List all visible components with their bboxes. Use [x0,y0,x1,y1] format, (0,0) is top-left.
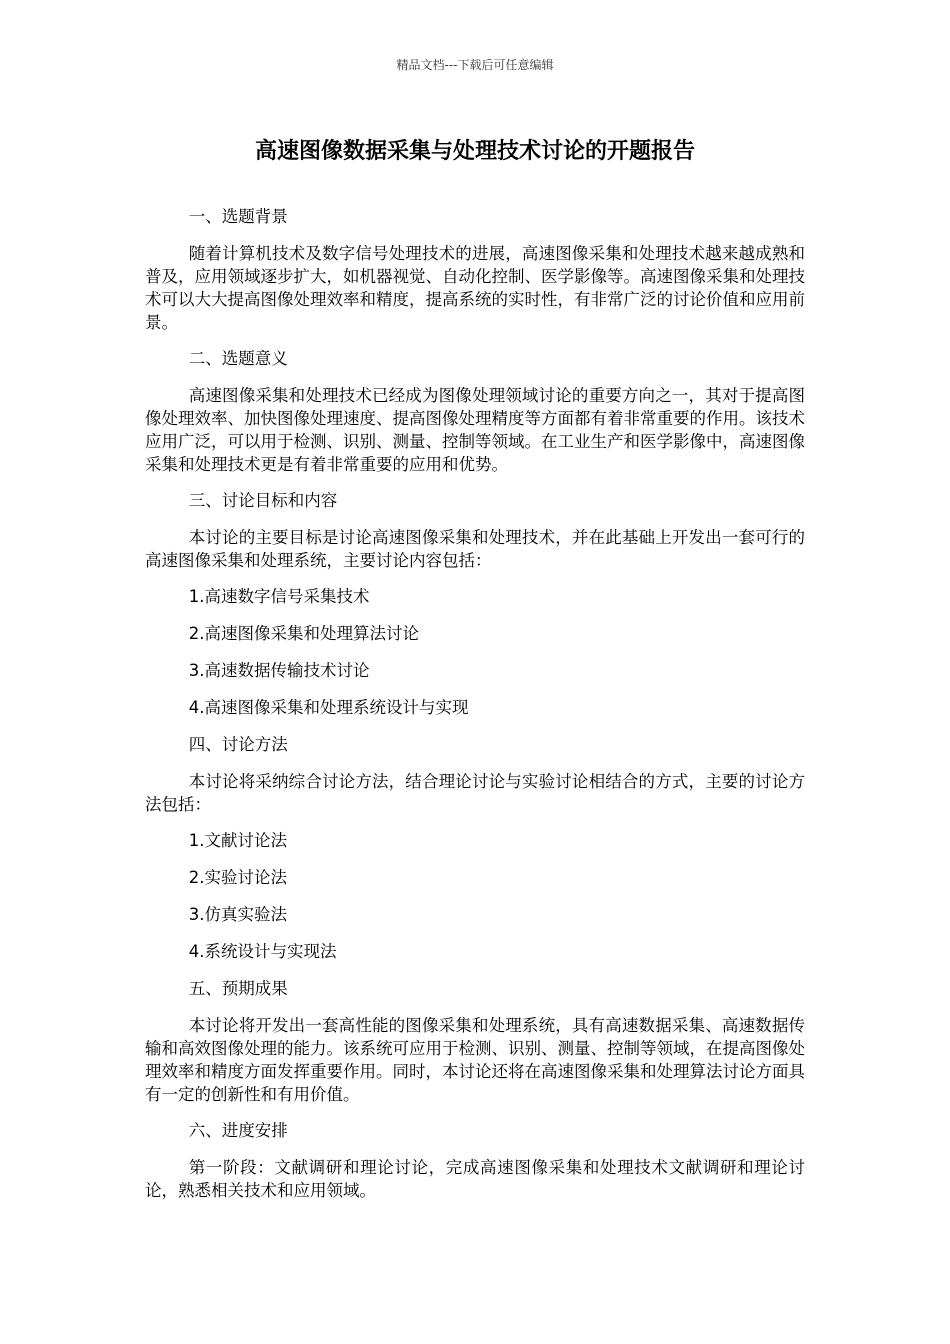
section-body-goals: 本讨论的主要目标是讨论高速图像采集和处理技术，并在此基础上开发出一套可行的高速图像采集和处理系统，主要讨论内容包括： [145,528,805,570]
list-item: 1.文献讨论法 [188,831,287,850]
section-body-schedule: 第一阶段：文献调研和理论讨论，完成高速图像采集和处理技术文献调研和理论讨论，熟悉相关技术和应用领域。 [145,1158,805,1200]
section-heading-outcomes: 五、预期成果 [188,979,288,998]
section-body-background: 随着计算机技术及数字信号处理技术的进展，高速图像采集和处理技术越来越成熟和普及，应用领域逐步扩大，如机器视觉、自动化控制、医学影像等。高速图像采集和处理技术可以大大提高图像处理效率和精度，提高系统的实时性，有非常广泛的讨论价值和应用前景。 [145,244,805,332]
document-title: 高速图像数据采集与处理技术讨论的开题报告 [254,139,695,164]
section-heading-methods: 四、讨论方法 [188,735,288,754]
document-body [145,205,805,1215]
section-heading-significance: 二、选题意义 [188,349,288,368]
section-body-outcomes: 本讨论将开发出一套高性能的图像采集和处理系统，具有高速数据采集、高速数据传输和高效图像处理的能力。该系统可应用于检测、识别、测量、控制等领域，在提高图像处理效率和精度方面发挥重要作用。同时，本讨论还将在高速图像采集和处理算法讨论方面具有一定的创新性和有用价值。 [145,1016,805,1104]
section-heading-goals: 三、讨论目标和内容 [188,491,338,510]
section-heading-background: 一、选题背景 [188,207,288,226]
list-item: 4.系统设计与实现法 [188,942,337,961]
list-item: 2.实验讨论法 [188,868,287,887]
section-body-significance: 高速图像采集和处理技术已经成为图像处理领域讨论的重要方向之一，其对于提高图像处理效率、加快图像处理速度、提高图像处理精度等方面都有着非常重要的作用。该技术应用广泛，可以用于检测、识别、测量、控制等领域。在工业生产和医学影像中，高速图像采集和处理技术更是有着非常重要的应用和优势。 [145,386,805,474]
list-item: 4.高速图像采集和处理系统设计与实现 [188,698,469,717]
list-item: 3.仿真实验法 [188,905,287,924]
list-item: 1.高速数字信号采集技术 [188,587,370,606]
list-item: 2.高速图像采集和处理算法讨论 [188,624,419,643]
section-body-methods: 本讨论将采纳综合讨论方法，结合理论讨论与实验讨论相结合的方式，主要的讨论方法包括： [145,772,805,814]
list-item: 3.高速数据传输技术讨论 [188,661,370,680]
section-heading-schedule: 六、进度安排 [188,1121,288,1140]
header-note: 精品文档---下载后可任意编辑 [396,58,554,72]
